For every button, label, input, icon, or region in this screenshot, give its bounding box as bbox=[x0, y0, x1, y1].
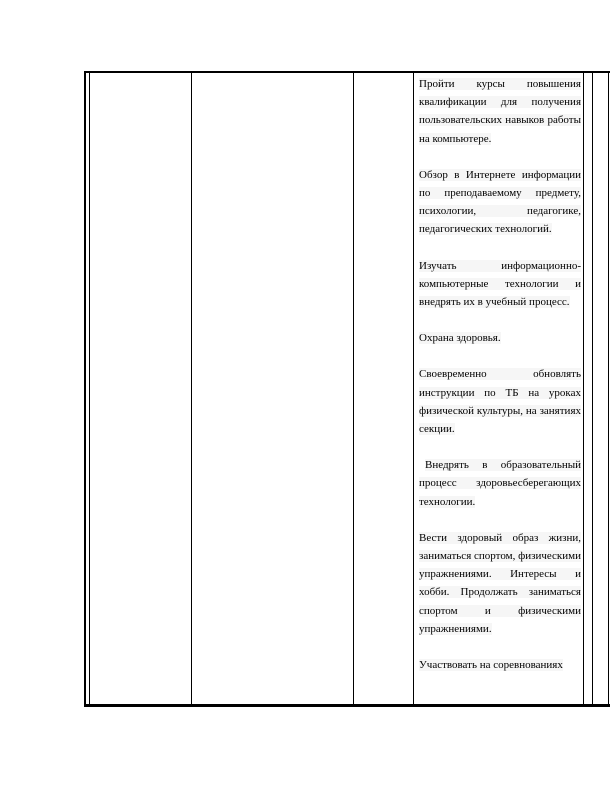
activity-paragraph: Обзор в Интернете информации по преподаваемому предмету, психологии, педагогике, педагогических технологий. bbox=[419, 168, 581, 236]
activity-paragraph: Своевременно обновлять инструкции по ТБ на уроках физической культуры, на занятиях секции. bbox=[419, 368, 581, 436]
activity-paragraph: Вести здоровый образ жизни, заниматься спортом, физическими упражнениями. Интересы и хобби. Продолжать заниматься спортом и физическими упражнениями. bbox=[419, 531, 581, 635]
table-cell-activities bbox=[419, 75, 581, 704]
column-divider-6 bbox=[608, 71, 609, 705]
activity-paragraph: Внедрять в образовательный процесс здоровьесберегающих технологии. bbox=[419, 459, 581, 508]
plan-table bbox=[84, 71, 610, 707]
table-cell-column-1 bbox=[90, 73, 191, 704]
activity-paragraph: Участвовать на соревнованиях bbox=[419, 659, 563, 672]
column-divider-4 bbox=[583, 71, 584, 705]
activity-paragraph: Охрана здоровья. bbox=[419, 332, 501, 345]
table-cell-column-3 bbox=[354, 73, 413, 704]
column-divider-3 bbox=[413, 71, 414, 705]
table-border-bottom bbox=[84, 704, 610, 707]
activity-paragraph: Изучать информационно-компьютерные технологии и внедрять их в учебный процесс. bbox=[419, 259, 581, 309]
activity-paragraph: Пройти курсы повышения квалификации для получения пользовательских навыков работы на компьютере. bbox=[419, 78, 581, 145]
column-divider-5 bbox=[592, 71, 593, 705]
table-cell-column-2 bbox=[192, 73, 353, 704]
table-border-left bbox=[84, 71, 86, 707]
